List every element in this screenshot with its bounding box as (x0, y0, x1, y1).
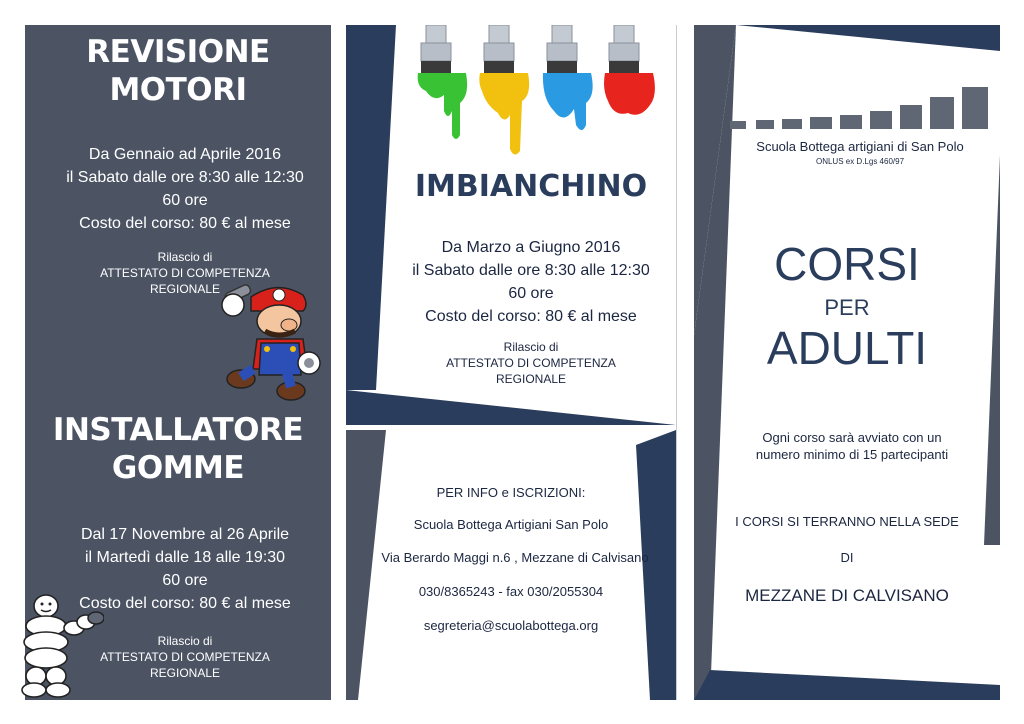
paint-brush-yellow-icon (479, 25, 529, 155)
course3-cert-line2: ATTESTATO DI COMPETENZA (446, 356, 616, 370)
course1-schedule: il Sabato dalle ore 8:30 alle 12:30 (66, 169, 304, 186)
middle-panel (346, 25, 677, 700)
course2-dates: Dal 17 Novembre al 26 Aprile (80, 526, 290, 543)
note-line2: numero minimo di 15 partecipanti (755, 447, 949, 462)
info-email[interactable]: segreteria@scuolabottega.org (423, 618, 599, 633)
course2-certificate (95, 633, 275, 681)
tyre-mascot-illustration (18, 592, 104, 700)
paint-brushes-illustration (414, 25, 664, 157)
school-subtitle: ONLUS ex D.Lgs 460/97 (815, 157, 905, 166)
course1-cert-line2: ATTESTATO DI COMPETENZA (100, 266, 270, 280)
course1-details (25, 143, 331, 235)
location-line1: I CORSI SI TERRANNO NELLA SEDE (735, 514, 959, 529)
school-logo-icon (730, 71, 996, 131)
course2-cert-line2: ATTESTATO DI COMPETENZA (100, 650, 270, 664)
headline-corsi: CORSI (774, 238, 920, 290)
headline-adulti: ADULTI (766, 322, 928, 374)
school-name: Scuola Bottega artigiani di San Polo (756, 139, 964, 154)
headline-per: PER (824, 295, 870, 320)
course2-schedule: il Martedì dalle 18 alle 19:30 (84, 549, 286, 566)
right-panel (694, 25, 1000, 700)
course3-cert-line3: REGIONALE (495, 372, 567, 386)
paint-brush-green-icon (418, 25, 467, 139)
course3-title: IMBIANCHINO (414, 169, 648, 204)
paint-brush-blue-icon (543, 25, 593, 130)
course2-cert-line3: REGIONALE (149, 666, 221, 680)
mechanic-cartoon-illustration (217, 277, 321, 403)
course3-schedule: il Sabato dalle ore 8:30 alle 12:30 (412, 262, 650, 279)
course3-details (386, 236, 676, 328)
info-address: Via Berardo Maggi n.6 , Mezzane di Calvisano (381, 550, 649, 565)
note-line1: Ogni corso sarà avviato con un (762, 430, 942, 445)
course2-cost: Costo del corso: 80 € al mese (79, 595, 291, 612)
paint-brush-red-icon (604, 25, 655, 115)
course3-dates: Da Marzo a Giugno 2016 (441, 239, 621, 256)
course2-cert-line1: Rilascio di (157, 634, 213, 648)
course3-cost: Costo del corso: 80 € al mese (425, 308, 637, 325)
course2-title-line1: INSTALLATORE (52, 412, 304, 448)
course2-title (25, 411, 331, 487)
course1-hours: 60 ore (162, 192, 208, 209)
info-phone: 030/8365243 - fax 030/2055304 (418, 584, 604, 599)
info-heading: PER INFO e ISCRIZIONI: (436, 485, 586, 500)
location-line3: MEZZANE DI CALVISANO (745, 586, 949, 605)
course1-cert-line1: Rilascio di (157, 250, 213, 264)
course1-title-line1: REVISIONE (86, 34, 270, 70)
course1-cost: Costo del corso: 80 € al mese (79, 215, 291, 232)
course2-title-line2: GOMME (111, 450, 245, 486)
course3-cert-line1: Rilascio di (503, 340, 559, 354)
course3-certificate (441, 339, 621, 387)
course1-title-line2: MOTORI (109, 72, 247, 108)
info-school-name: Scuola Bottega Artigiani San Polo (413, 517, 609, 532)
course1-dates: Da Gennaio ad Aprile 2016 (88, 146, 282, 163)
course3-hours: 60 ore (508, 285, 554, 302)
course2-hours: 60 ore (162, 572, 208, 589)
course1-title (25, 33, 331, 109)
location-line2: DI (840, 550, 854, 565)
minimum-participants-note (704, 429, 1000, 463)
course1-cert-line3: REGIONALE (149, 282, 221, 296)
